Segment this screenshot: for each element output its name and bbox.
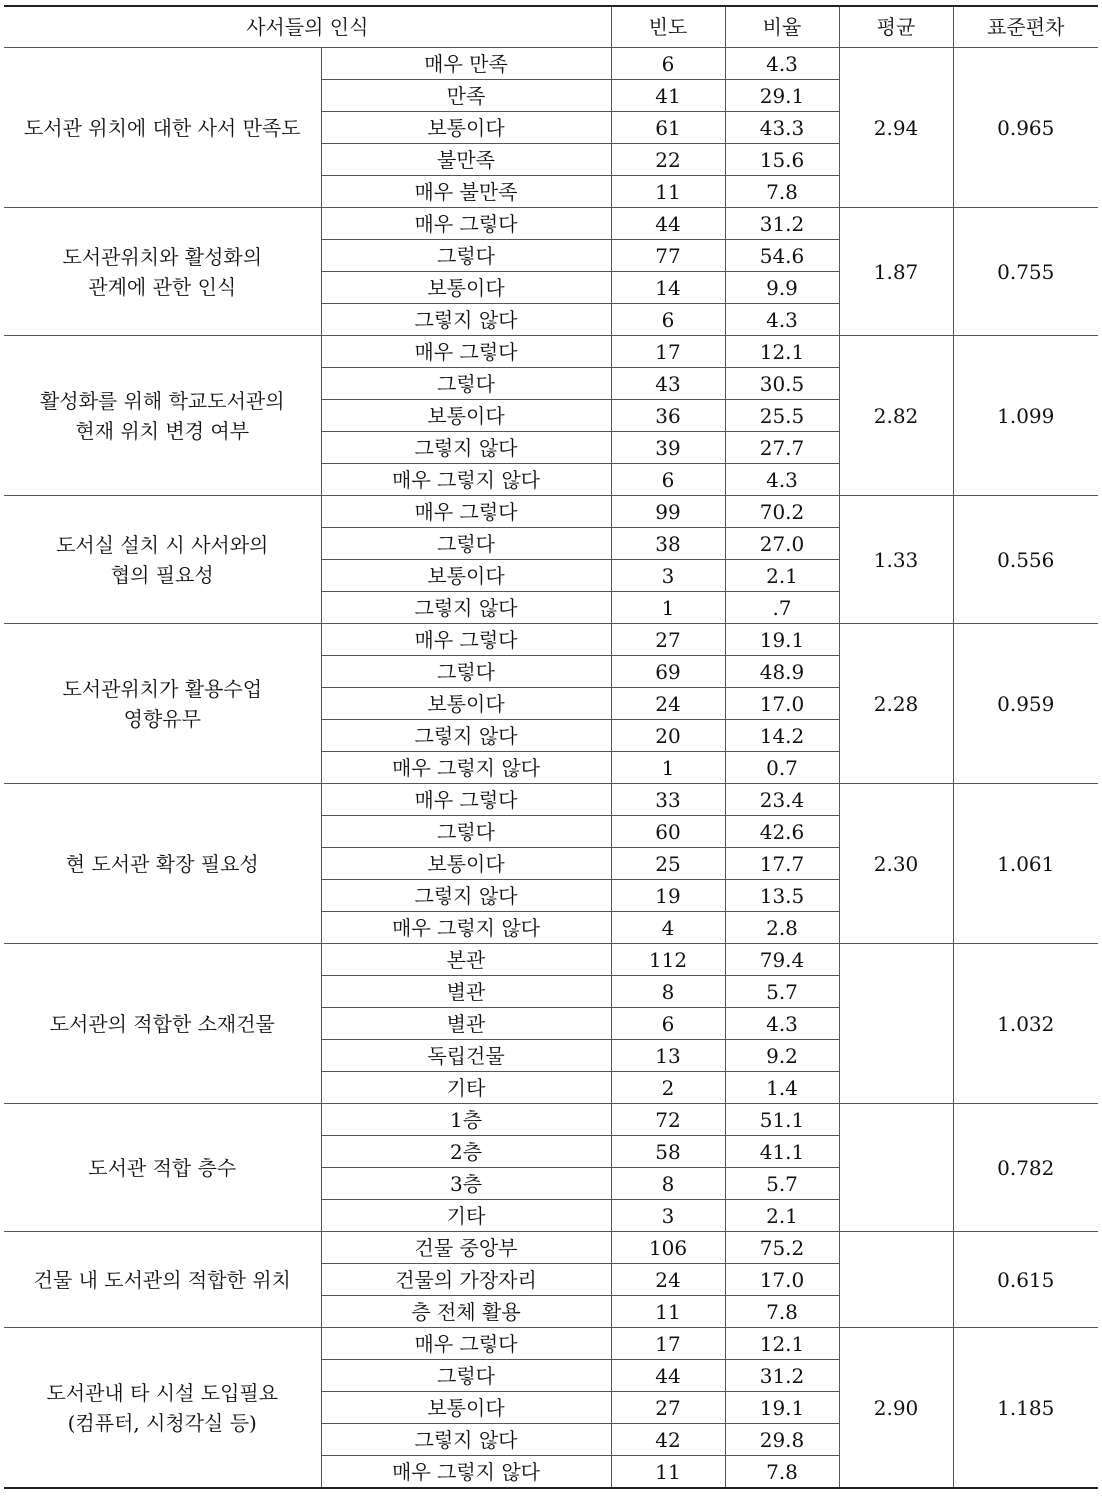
frequency-cell: 6	[611, 48, 725, 80]
question-line: 도서관위치가 활용수업	[62, 676, 263, 701]
question-line: 도서관내 타 시설 도입필요	[46, 1380, 279, 1405]
ratio-cell: 27.7	[725, 432, 839, 464]
response-label: 매우 그렇다	[321, 1328, 611, 1360]
frequency-cell: 3	[611, 1200, 725, 1232]
frequency-cell: 72	[611, 1104, 725, 1136]
response-label: 매우 그렇다	[321, 624, 611, 656]
frequency-cell: 22	[611, 144, 725, 176]
ratio-cell: 17.0	[725, 688, 839, 720]
header-row	[4, 6, 1098, 48]
ratio-cell: 2.1	[725, 1200, 839, 1232]
header-perception: 사서들의 인식	[4, 6, 611, 48]
frequency-cell: 6	[611, 464, 725, 496]
ratio-cell: 48.9	[725, 656, 839, 688]
ratio-cell: 7.8	[725, 1456, 839, 1489]
frequency-cell: 4	[611, 912, 725, 944]
response-label: 매우 그렇지 않다	[321, 752, 611, 784]
frequency-cell: 24	[611, 1264, 725, 1296]
response-label: 건물의 가장자리	[321, 1264, 611, 1296]
ratio-cell: 43.3	[725, 112, 839, 144]
mean-cell: 1.87	[839, 208, 953, 336]
sd-cell: 0.556	[953, 496, 1098, 624]
response-label: 매우 불만족	[321, 176, 611, 208]
table-row	[4, 1104, 1098, 1136]
response-label: 매우 그렇지 않다	[321, 464, 611, 496]
header-sd: 표준편차	[953, 6, 1098, 48]
table-row	[4, 1232, 1098, 1264]
ratio-cell: 4.3	[725, 1008, 839, 1040]
frequency-cell: 44	[611, 1360, 725, 1392]
frequency-cell: 13	[611, 1040, 725, 1072]
mean-cell: 1.33	[839, 496, 953, 624]
perception-stats-table	[4, 5, 1098, 1489]
question-line: 활성화를 위해 학교도서관의	[39, 388, 285, 413]
response-label: 매우 그렇지 않다	[321, 1456, 611, 1489]
ratio-cell: 19.1	[725, 624, 839, 656]
ratio-cell: 23.4	[725, 784, 839, 816]
ratio-cell: 9.2	[725, 1040, 839, 1072]
table-row	[4, 784, 1098, 816]
response-label: 그렇지 않다	[321, 720, 611, 752]
response-label: 층 전체 활용	[321, 1296, 611, 1328]
question-cell	[4, 48, 321, 208]
question-line: 현재 위치 변경 여부	[75, 418, 250, 443]
frequency-cell: 20	[611, 720, 725, 752]
response-label: 그렇다	[321, 528, 611, 560]
frequency-cell: 6	[611, 304, 725, 336]
question-line: 도서관위치와 활성화의	[62, 244, 263, 269]
ratio-cell: 5.7	[725, 976, 839, 1008]
question-line: 도서실 설치 시 사서와의	[56, 532, 269, 557]
table-row	[4, 336, 1098, 368]
question-cell	[4, 1232, 321, 1328]
mean-cell: 2.94	[839, 48, 953, 208]
question-cell	[4, 944, 321, 1104]
table-row	[4, 208, 1098, 240]
response-label: 그렇지 않다	[321, 432, 611, 464]
ratio-cell: 17.0	[725, 1264, 839, 1296]
response-label: 보통이다	[321, 1392, 611, 1424]
ratio-cell: 4.3	[725, 304, 839, 336]
ratio-cell: 70.2	[725, 496, 839, 528]
response-label: 그렇지 않다	[321, 592, 611, 624]
ratio-cell: 79.4	[725, 944, 839, 976]
question-cell	[4, 496, 321, 624]
header-mean: 평균	[839, 6, 953, 48]
response-label: 보통이다	[321, 112, 611, 144]
sd-cell: 0.965	[953, 48, 1098, 208]
response-label: 건물 중앙부	[321, 1232, 611, 1264]
response-label: 보통이다	[321, 688, 611, 720]
response-label: 기타	[321, 1072, 611, 1104]
ratio-cell: 12.1	[725, 336, 839, 368]
question-cell	[4, 624, 321, 784]
ratio-cell: 31.2	[725, 1360, 839, 1392]
question-cell	[4, 208, 321, 336]
frequency-cell: 60	[611, 816, 725, 848]
frequency-cell: 6	[611, 1008, 725, 1040]
response-label: 기타	[321, 1200, 611, 1232]
mean-cell: 2.30	[839, 784, 953, 944]
ratio-cell: 29.8	[725, 1424, 839, 1456]
response-label: 3층	[321, 1168, 611, 1200]
response-label: 보통이다	[321, 272, 611, 304]
ratio-cell: 41.1	[725, 1136, 839, 1168]
frequency-cell: 25	[611, 848, 725, 880]
ratio-cell: 7.8	[725, 176, 839, 208]
question-line: 건물 내 도서관의 적합한 위치	[33, 1267, 291, 1292]
question-line: 현 도서관 확장 필요성	[65, 851, 259, 876]
frequency-cell: 27	[611, 1392, 725, 1424]
header-ratio: 비율	[725, 6, 839, 48]
frequency-cell: 11	[611, 176, 725, 208]
ratio-cell: 2.1	[725, 560, 839, 592]
sd-cell: 0.755	[953, 208, 1098, 336]
ratio-cell: .7	[725, 592, 839, 624]
sd-cell: 0.615	[953, 1232, 1098, 1328]
frequency-cell: 44	[611, 208, 725, 240]
ratio-cell: 17.7	[725, 848, 839, 880]
frequency-cell: 17	[611, 336, 725, 368]
ratio-cell: 5.7	[725, 1168, 839, 1200]
frequency-cell: 1	[611, 752, 725, 784]
response-label: 그렇다	[321, 368, 611, 400]
table-row	[4, 48, 1098, 80]
response-label: 보통이다	[321, 400, 611, 432]
ratio-cell: 15.6	[725, 144, 839, 176]
ratio-cell: 75.2	[725, 1232, 839, 1264]
ratio-cell: 14.2	[725, 720, 839, 752]
ratio-cell: 19.1	[725, 1392, 839, 1424]
mean-cell	[839, 1232, 953, 1328]
response-label: 그렇다	[321, 1360, 611, 1392]
question-line: 관계에 관한 인식	[88, 274, 237, 299]
response-label: 매우 만족	[321, 48, 611, 80]
question-line: (컴퓨터, 시청각실 등)	[67, 1410, 257, 1435]
frequency-cell: 41	[611, 80, 725, 112]
frequency-cell: 19	[611, 880, 725, 912]
ratio-cell: 54.6	[725, 240, 839, 272]
table-row	[4, 624, 1098, 656]
response-label: 그렇다	[321, 240, 611, 272]
frequency-cell: 38	[611, 528, 725, 560]
frequency-cell: 43	[611, 368, 725, 400]
ratio-cell: 25.5	[725, 400, 839, 432]
frequency-cell: 39	[611, 432, 725, 464]
response-label: 그렇다	[321, 656, 611, 688]
question-line: 협의 필요성	[110, 562, 214, 587]
response-label: 보통이다	[321, 848, 611, 880]
ratio-cell: 51.1	[725, 1104, 839, 1136]
response-label: 본관	[321, 944, 611, 976]
frequency-cell: 17	[611, 1328, 725, 1360]
response-label: 별관	[321, 976, 611, 1008]
ratio-cell: 29.1	[725, 80, 839, 112]
sd-cell: 1.099	[953, 336, 1098, 496]
question-cell	[4, 336, 321, 496]
question-line: 도서관 적합 층수	[88, 1155, 237, 1180]
frequency-cell: 36	[611, 400, 725, 432]
question-line: 도서관 위치에 대한 사서 만족도	[23, 115, 301, 140]
response-label: 독립건물	[321, 1040, 611, 1072]
response-label: 2층	[321, 1136, 611, 1168]
header-frequency: 빈도	[611, 6, 725, 48]
mean-cell	[839, 944, 953, 1104]
question-cell	[4, 1328, 321, 1489]
ratio-cell: 27.0	[725, 528, 839, 560]
response-label: 매우 그렇다	[321, 496, 611, 528]
frequency-cell: 3	[611, 560, 725, 592]
mean-cell: 2.82	[839, 336, 953, 496]
sd-cell: 1.032	[953, 944, 1098, 1104]
frequency-cell: 14	[611, 272, 725, 304]
frequency-cell: 8	[611, 976, 725, 1008]
ratio-cell: 12.1	[725, 1328, 839, 1360]
frequency-cell: 77	[611, 240, 725, 272]
frequency-cell: 24	[611, 688, 725, 720]
frequency-cell: 69	[611, 656, 725, 688]
frequency-cell: 58	[611, 1136, 725, 1168]
ratio-cell: 31.2	[725, 208, 839, 240]
mean-cell: 2.90	[839, 1328, 953, 1489]
response-label: 매우 그렇다	[321, 336, 611, 368]
response-label: 매우 그렇지 않다	[321, 912, 611, 944]
frequency-cell: 42	[611, 1424, 725, 1456]
response-label: 불만족	[321, 144, 611, 176]
ratio-cell: 4.3	[725, 464, 839, 496]
frequency-cell: 27	[611, 624, 725, 656]
question-cell	[4, 1104, 321, 1232]
table-body	[4, 48, 1098, 1489]
response-label: 매우 그렇다	[321, 784, 611, 816]
table-row	[4, 496, 1098, 528]
frequency-cell: 11	[611, 1296, 725, 1328]
frequency-cell: 33	[611, 784, 725, 816]
frequency-cell: 2	[611, 1072, 725, 1104]
ratio-cell: 9.9	[725, 272, 839, 304]
sd-cell: 0.782	[953, 1104, 1098, 1232]
response-label: 보통이다	[321, 560, 611, 592]
frequency-cell: 61	[611, 112, 725, 144]
frequency-cell: 1	[611, 592, 725, 624]
sd-cell: 1.061	[953, 784, 1098, 944]
sd-cell: 0.959	[953, 624, 1098, 784]
mean-cell	[839, 1104, 953, 1232]
question-line: 도서관의 적합한 소재건물	[49, 1011, 275, 1036]
question-line: 영향유무	[123, 706, 201, 731]
response-label: 그렇지 않다	[321, 1424, 611, 1456]
response-label: 1층	[321, 1104, 611, 1136]
table-row	[4, 944, 1098, 976]
ratio-cell: 30.5	[725, 368, 839, 400]
response-label: 별관	[321, 1008, 611, 1040]
response-label: 만족	[321, 80, 611, 112]
frequency-cell: 11	[611, 1456, 725, 1489]
ratio-cell: 4.3	[725, 48, 839, 80]
ratio-cell: 1.4	[725, 1072, 839, 1104]
frequency-cell: 106	[611, 1232, 725, 1264]
ratio-cell: 13.5	[725, 880, 839, 912]
ratio-cell: 42.6	[725, 816, 839, 848]
response-label: 그렇지 않다	[321, 880, 611, 912]
response-label: 그렇지 않다	[321, 304, 611, 336]
frequency-cell: 112	[611, 944, 725, 976]
ratio-cell: 0.7	[725, 752, 839, 784]
question-cell	[4, 784, 321, 944]
response-label: 그렇다	[321, 816, 611, 848]
frequency-cell: 99	[611, 496, 725, 528]
table-row	[4, 1328, 1098, 1360]
response-label: 매우 그렇다	[321, 208, 611, 240]
frequency-cell: 8	[611, 1168, 725, 1200]
sd-cell: 1.185	[953, 1328, 1098, 1489]
ratio-cell: 7.8	[725, 1296, 839, 1328]
mean-cell: 2.28	[839, 624, 953, 784]
ratio-cell: 2.8	[725, 912, 839, 944]
